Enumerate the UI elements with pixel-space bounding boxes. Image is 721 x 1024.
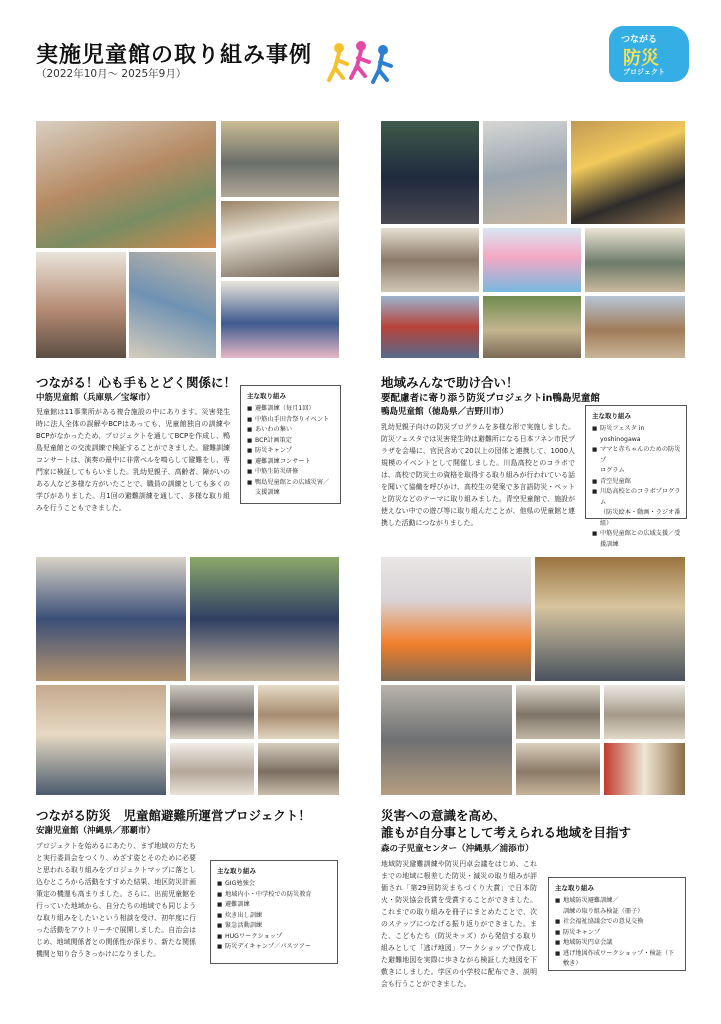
list-item: ■ 防災デイキャンプ／パスツアー	[217, 942, 332, 953]
list-item: ■ 地域内小・中学校での防災教育	[217, 890, 332, 901]
section4-body: 地域防災避難訓練や防災円卓会議をはじめ、これまでの地域に根差した防災・減災の取り組みが評価され「第29回防災まちづくり大賞」で日本防火・防災協会長賞を受賞することができました。これまでの取り組みを冊子にまとめたことで、次のステップにつなげる振り返りができました。また、こどもたち（防災キッズ）から発信する取り組みとして「逃げ地図」ワークショップで作成した避難地図を実際に歩きながら検証した地図を下敷きにしました。学区の小学校に配布でき、説明会も行うことができました。	[381, 860, 537, 988]
list-item: ■ 鴨島児童館との広域災害／	[247, 478, 335, 489]
section2-body: 乳幼児親子向けの防災プログラムを多様な形で実施しました。防災フェスタでは災害発生時は避難所になる日本フネン市民プラザを会場に、官民含めて20以上の団体と連携して、1000人規模のイベントとして開催しました。川島高校とのコラボでは、高校で防災士の資格を取得する取り組みが行われている話を聞いて協働を呼びかけ、高校生の発案で多言語防災・ペットと防災などのテーマに取り組みました。青空児童館で、施設が使えない中での遊び等に取り組んだことが、他県の児童館と連携した活動につながりました。	[381, 423, 575, 527]
photo-s4-hall	[516, 743, 600, 795]
section3-facility: 安謝児童館（沖縄県／那覇市）	[36, 826, 156, 836]
photo-s2-radio-broadcast	[571, 121, 685, 224]
list-item: ■ 中筋生防災研修	[247, 467, 335, 478]
photo-s2-mascots	[483, 228, 581, 292]
list-item: ■ 逃げ地図作成ワークショップ・検証（下敷き）	[555, 949, 680, 970]
list-item: ■ 防災キャンプ	[555, 928, 680, 939]
photo-s2-parents	[381, 228, 479, 292]
photo-s4-classroom	[516, 685, 600, 739]
photo-s4-award	[604, 743, 685, 795]
list-item: ■ 緊急活動訓練	[217, 921, 332, 932]
section3-activities-list	[211, 879, 337, 953]
list-item: ■ 川島高校とのコラボプログラム	[592, 487, 681, 508]
photo-s2-outdoor-kids	[585, 296, 685, 358]
list-item: 訓練の取り組み検証（冊子）	[563, 907, 644, 915]
photo-s3-supplies	[36, 685, 166, 795]
photo-s4-kids-orange-shirts	[381, 557, 531, 681]
photo-s3-map-workshop	[258, 685, 339, 739]
list-item: ■ 防災キャンプ	[247, 446, 335, 457]
photo-s3-fire-extinguisher	[190, 557, 339, 681]
section1-activities-list	[241, 404, 340, 499]
photo-s2-students	[381, 121, 479, 224]
logo-text-main: 防災	[623, 48, 659, 69]
list-item: ■ BCP計画策定	[247, 436, 335, 447]
photo-s1-group-photo	[221, 281, 339, 358]
list-item: 援訓練	[600, 540, 619, 548]
project-logo	[609, 26, 689, 82]
section2-activities-box	[585, 405, 687, 548]
photo-s3-rescue-training	[36, 557, 186, 681]
logo-text-top: つながる	[621, 35, 658, 45]
section3-body: プロジェクトを始めるにあたり、まず地域の方たちと実行委員会をつくり、めざす姿とそのために必要と思われる取り組みをプロジェクトマップに落とし込むところから活動をすすめた結果、地区防災計画策定の機運も高まりました。さらに、出前児童館を行っていた地域から、自分たちの地域でも同じような取り組みをしたいという相談を受け、初年度に行った活動をアウトリーチで展開しました。自治会はじめ、地域関係者との関係性が深まり、新たな関係機関と知り合うきっかけになりました。	[36, 842, 196, 958]
section1-activities-box	[240, 385, 341, 504]
running-children-icon	[325, 40, 395, 86]
photo-s3-board	[170, 743, 254, 795]
section2-facility: 鴨島児童館（徳島県／吉野川市）	[381, 407, 509, 417]
section2-box-title: 主な取り組み	[592, 412, 631, 420]
list-item: ■ 中筋児童館との広域支援／受	[592, 529, 681, 540]
list-item: ■ 炊き出し訓練	[217, 911, 332, 922]
list-item: ■ 中筋山手田舎祭りイベント	[247, 415, 335, 426]
photo-s3-cooking	[170, 685, 254, 739]
photo-s1-presentation	[221, 201, 339, 277]
list-item: ■ 地域防災避難訓練／	[555, 896, 680, 907]
list-item: ■ ママと赤ちゃんのための防災プ	[592, 445, 681, 466]
section1-body: 児童館は11事業所がある複合施設の中にあります。災害発生時に法人全体の誤解やBCPはあっても、児童館独自の訓練やBCPがなかったため、プロジェクトを通してBCPを作成し、鴨島児童館との交流訓練で検証することができました。避難訓練コンサートは、演奏の最中に非常ベルを鳴らして避難をし、専門家に検証してもらいました。乳幼児親子、高齢者、障がいのある人など多様な方がいたことで、職員の訓練としても多くの学びがありました。月1回の避難訓練を通して、多様な取り組みを行うこともできました。	[36, 408, 230, 512]
section3-box-title: 主な取り組み	[217, 867, 256, 875]
list-item: ログラム	[600, 467, 625, 474]
photo-s4-meeting-room	[604, 685, 685, 739]
list-item: ■ 社会福祉協議会での意見交換	[555, 917, 680, 928]
list-item: ■ 青空児童館	[592, 477, 681, 488]
page-title: 実施児童館の取り組み事例	[36, 43, 313, 68]
photo-s2-workshop	[585, 228, 685, 292]
section2-activities-list	[586, 424, 686, 550]
section1-headline: つながる！心も手もとどく関係に！	[36, 375, 237, 390]
list-item: ■ 避難訓練	[217, 900, 332, 911]
photo-s1-child-activity	[129, 252, 216, 358]
section4-box-title: 主な取り組み	[555, 884, 594, 892]
photo-s1-hall-briefing	[221, 121, 339, 197]
list-item: ■ あいわの集い	[247, 425, 335, 436]
section4-activities-box	[548, 877, 686, 971]
list-item: ■ 地域防災円卓会議	[555, 938, 680, 949]
photo-s2-outdoor	[483, 296, 581, 358]
photo-s1-kids-map-game	[36, 121, 216, 248]
section3-headline: つながる防災 児童館避難所運営プロジェクト！	[36, 808, 311, 823]
photo-s4-gym-event	[535, 557, 685, 681]
section2-headline: 地域みんなで助け合い！	[381, 375, 519, 390]
section1-facility: 中筋児童館（兵庫県／宝塚市）	[36, 393, 156, 403]
section3-activities-box	[210, 860, 338, 964]
section1-box-title: 主な取り組み	[247, 392, 286, 400]
section2-subheadline: 要配慮者に寄り添う防災プロジェクトin鴨島児童館	[381, 393, 600, 404]
list-item: ■ 避難訓練コンサート	[247, 457, 335, 468]
section4-facility: 森の子児童センター（沖縄県／浦添市）	[381, 844, 534, 854]
list-item: ■ 避難訓練（毎月1回）	[247, 404, 335, 415]
section4-headline-line2: 誰もが自分事として考えられる地域を目指す	[381, 825, 632, 840]
photo-s2-meeting	[483, 121, 567, 224]
list-item: 支援訓練	[255, 489, 280, 496]
photo-s3-kids-table	[258, 743, 339, 795]
list-item: （防災絵本・動画・ラジオ番組）	[600, 509, 681, 527]
list-item: ■ GIG勉強会	[217, 879, 332, 890]
logo-text-bottom: プロジェクト	[623, 68, 665, 76]
list-item: ■ 防災フェスタ in yoshinogawa	[592, 424, 681, 445]
section4-activities-list	[549, 896, 685, 970]
photo-s1-children-hall	[36, 252, 126, 358]
photo-s4-shelter-tents	[381, 685, 512, 795]
photo-s2-fire-truck	[381, 296, 479, 358]
list-item: ■ HUGワークショップ	[217, 932, 332, 943]
page-period: （2022年10月～ 2025年9月）	[36, 68, 187, 80]
section4-headline: 災害への意識を高め、	[381, 808, 506, 823]
